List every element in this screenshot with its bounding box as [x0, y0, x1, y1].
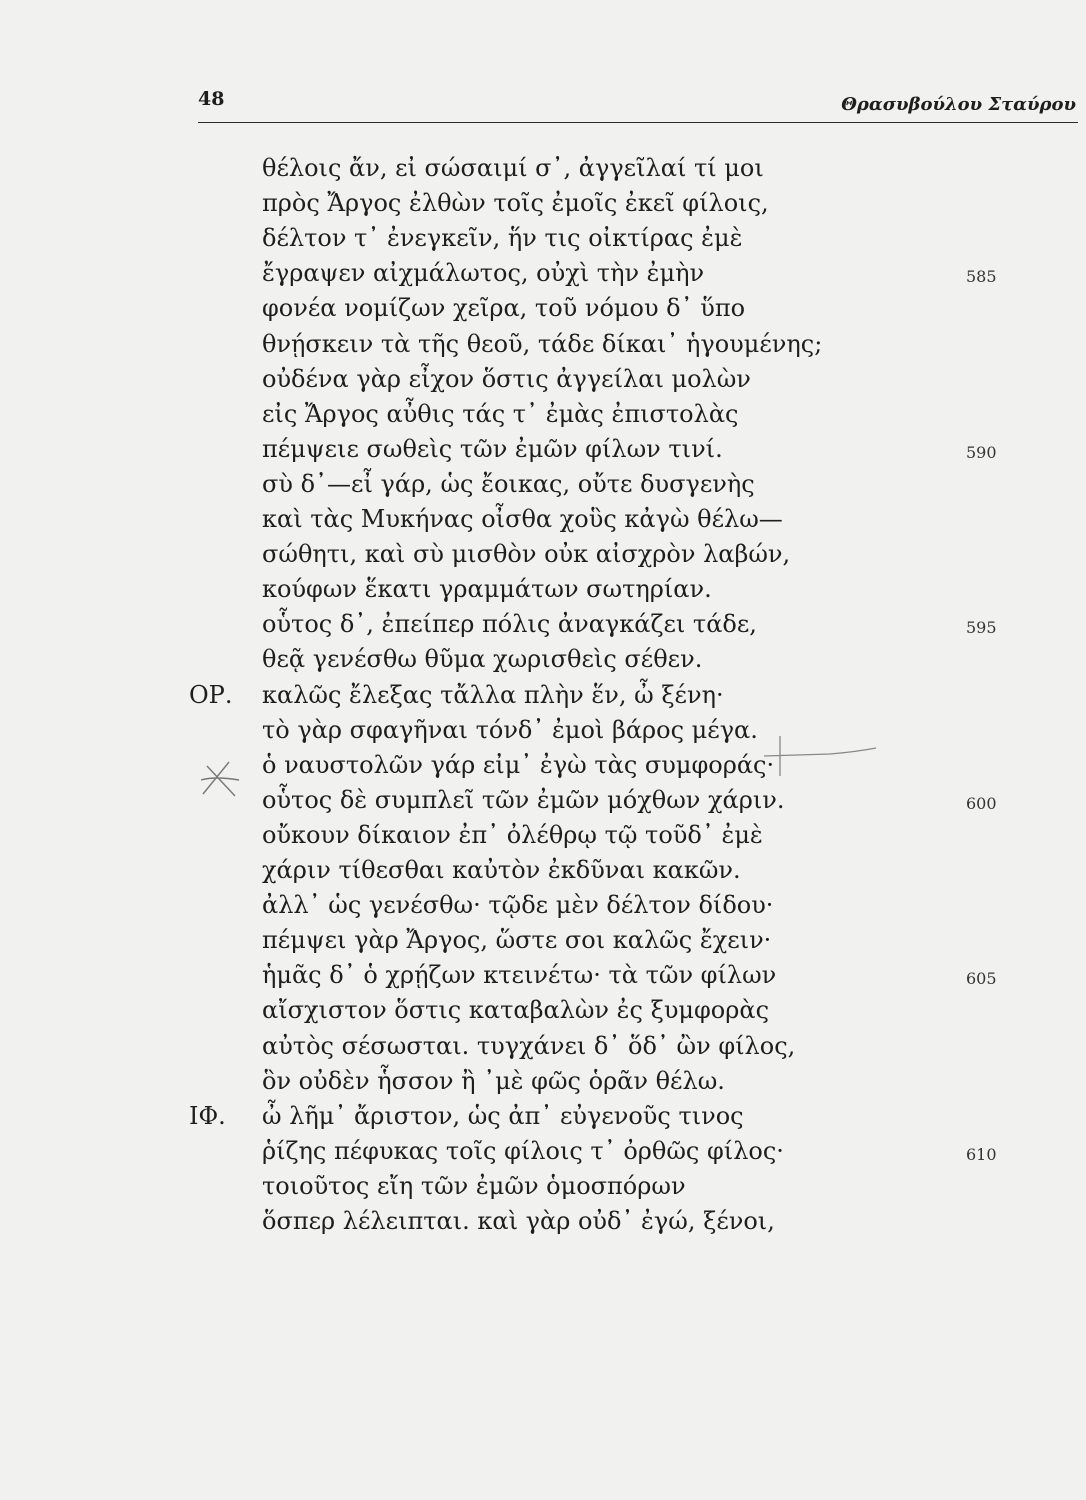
- page-number: 48: [198, 88, 225, 110]
- verse-text-line: φονέα νομίζων χεῖρα, τοῦ νόμου δ᾽ ὕπο: [262, 294, 746, 323]
- verse-text-line: θεᾷ γενέσθω θῦμα χωρισθεὶς σέθεν.: [262, 645, 703, 674]
- verse-text-line: δέλτον τ᾽ ἐνεγκεῖν, ἥν τις οἰκτίρας ἐμὲ: [262, 224, 743, 253]
- line-number: 605: [966, 969, 997, 989]
- verse-line: [0, 817, 1086, 853]
- verse-line: [0, 922, 1086, 958]
- verse-text-line: αἴσχιστον ὅστις καταβαλὼν ἐς ξυμφορὰς: [262, 996, 770, 1025]
- verse-line: [0, 782, 1086, 818]
- running-head: Θρασυβούλου Σταύρου: [841, 94, 1076, 115]
- verse-text-line: πέμψειε σωθεὶς τῶν ἐμῶν φίλων τινί.: [262, 434, 723, 463]
- verse-line: [0, 571, 1086, 607]
- verse-text-line: σώθητι, καὶ σὺ μισθὸν οὐκ αἰσχρὸν λαβών,: [262, 540, 791, 569]
- verse-text-line: εἰς Ἄργος αὖθις τάς τ᾽ ἐμὰς ἐπιστολὰς: [262, 399, 739, 428]
- verse-line: [0, 1168, 1086, 1204]
- pencil-cross-mark-icon: [195, 750, 255, 810]
- verse-line: [0, 466, 1086, 502]
- verse-line: [0, 185, 1086, 221]
- speaker-label: ΙΦ.: [189, 1101, 226, 1130]
- verse-line: [0, 677, 1086, 713]
- verse-line: [0, 957, 1086, 993]
- verse-text-line: αὐτὸς σέσωσται. τυγχάνει δ᾽ ὅδ᾽ ὢν φίλος,: [262, 1031, 796, 1060]
- verse-text-line: καὶ τὰς Μυκήνας οἶσθα χοὓς κἀγὼ θέλω—: [262, 505, 783, 533]
- line-number: 595: [966, 618, 997, 638]
- page-header: [198, 86, 1078, 123]
- line-number: 600: [966, 793, 997, 813]
- verse-line: [0, 361, 1086, 397]
- verse-line: [0, 606, 1086, 642]
- verse-text-line: τοιοῦτος εἴη τῶν ἐμῶν ὁμοσπόρων: [262, 1171, 686, 1200]
- verse-text-line: χάριν τίθεσθαι καὐτὸν ἐκδῦναι κακῶν.: [262, 856, 741, 884]
- verse-text-line: ὦ λῆμ᾽ ἄριστον, ὡς ἀπ᾽ εὐγενοῦς τινος: [262, 1101, 744, 1130]
- verse-text-line: οὗτος δ᾽, ἐπείπερ πόλις ἀναγκάζει τάδε,: [262, 610, 757, 639]
- verse-line: [0, 255, 1086, 291]
- verse-line: [0, 1203, 1086, 1239]
- line-number: 590: [966, 442, 997, 462]
- verse-text-line: θνῄσκειν τὰ τῆς θεοῦ, τάδε δίκαι᾽ ἡγουμένης;: [262, 329, 823, 358]
- verse-text-line: πρὸς Ἄργος ἐλθὼν τοῖς ἐμοῖς ἐκεῖ φίλοις,: [262, 189, 769, 218]
- line-number: 610: [966, 1144, 997, 1164]
- verse-line: [0, 747, 1086, 783]
- verse-line: [0, 1028, 1086, 1064]
- verse-text-line: θέλοις ἄν, εἰ σώσαιμί σ᾽, ἀγγεῖλαί τί μοι: [262, 154, 764, 182]
- verse-text-line: πέμψει γὰρ Ἄργος, ὥστε σοι καλῶς ἔχειν·: [262, 926, 772, 955]
- verse-line: [0, 396, 1086, 432]
- verse-text-line: οὗτος δὲ συμπλεῖ τῶν ἐμῶν μόχθων χάριν.: [262, 785, 785, 814]
- speaker-label: ΟΡ.: [189, 680, 233, 709]
- verse-text-line: ὁ ναυστολῶν γάρ εἰμ᾽ ἐγὼ τὰς συμφοράς·: [262, 750, 775, 779]
- verse-text-line: κούφων ἕκατι γραμμάτων σωτηρίαν.: [262, 575, 712, 604]
- verse-line: [0, 431, 1086, 467]
- verse-line: [0, 326, 1086, 362]
- verse-line: [0, 290, 1086, 326]
- verse-text-line: τὸ γὰρ σφαγῆναι τόνδ᾽ ἐμοὶ βάρος μέγα.: [262, 715, 758, 744]
- verse-text-line: ἀλλ᾽ ὡς γενέσθω· τῷδε μὲν δέλτον δίδου·: [262, 891, 774, 920]
- verse-line: [0, 641, 1086, 677]
- verse-text-line: ῥίζης πέφυκας τοῖς φίλοις τ᾽ ὀρθῶς φίλος·: [262, 1136, 784, 1165]
- verse-text-line: σὺ δ᾽—εἶ γάρ, ὡς ἔοικας, οὔτε δυσγενὴς: [262, 469, 755, 498]
- verse-line: [0, 536, 1086, 572]
- verse-text-line: οὐδένα γὰρ εἶχον ὅστις ἀγγείλαι μολὼν: [262, 364, 751, 393]
- verse-line: [0, 1063, 1086, 1099]
- verse-text-line: καλῶς ἔλεξας τἄλλα πλὴν ἕν, ὦ ξένη·: [262, 680, 724, 709]
- verse-line: [0, 887, 1086, 923]
- verse-text-line: ἡμᾶς δ᾽ ὁ χρῄζων κτεινέτω· τὰ τῶν φίλων: [262, 961, 777, 990]
- verse-text-line: οὔκουν δίκαιον ἐπ᾽ ὀλέθρῳ τῷ τοῦδ᾽ ἐμὲ: [262, 820, 763, 849]
- verse-line: [0, 1098, 1086, 1134]
- pencil-annotation-mark-icon: [760, 726, 880, 786]
- verse-text-line: ὃν οὐδὲν ἧσσον ἢ ᾽μὲ φῶς ὁρᾶν θέλω.: [262, 1066, 725, 1095]
- verse-line: [0, 852, 1086, 888]
- verse-text-line: ἔγραψεν αἰχμάλωτος, οὐχὶ τὴν ἐμὴν: [262, 259, 705, 288]
- verse-line: [0, 712, 1086, 748]
- verse-line: [0, 1133, 1086, 1169]
- verse-line: [0, 501, 1086, 537]
- line-number: 585: [966, 267, 997, 287]
- verse-text-line: ὅσπερ λέλειπται. καὶ γὰρ οὐδ᾽ ἐγώ, ξένοι,: [262, 1207, 775, 1235]
- verse-line: [0, 992, 1086, 1028]
- verse-line: [0, 220, 1086, 256]
- verse-line: [0, 150, 1086, 186]
